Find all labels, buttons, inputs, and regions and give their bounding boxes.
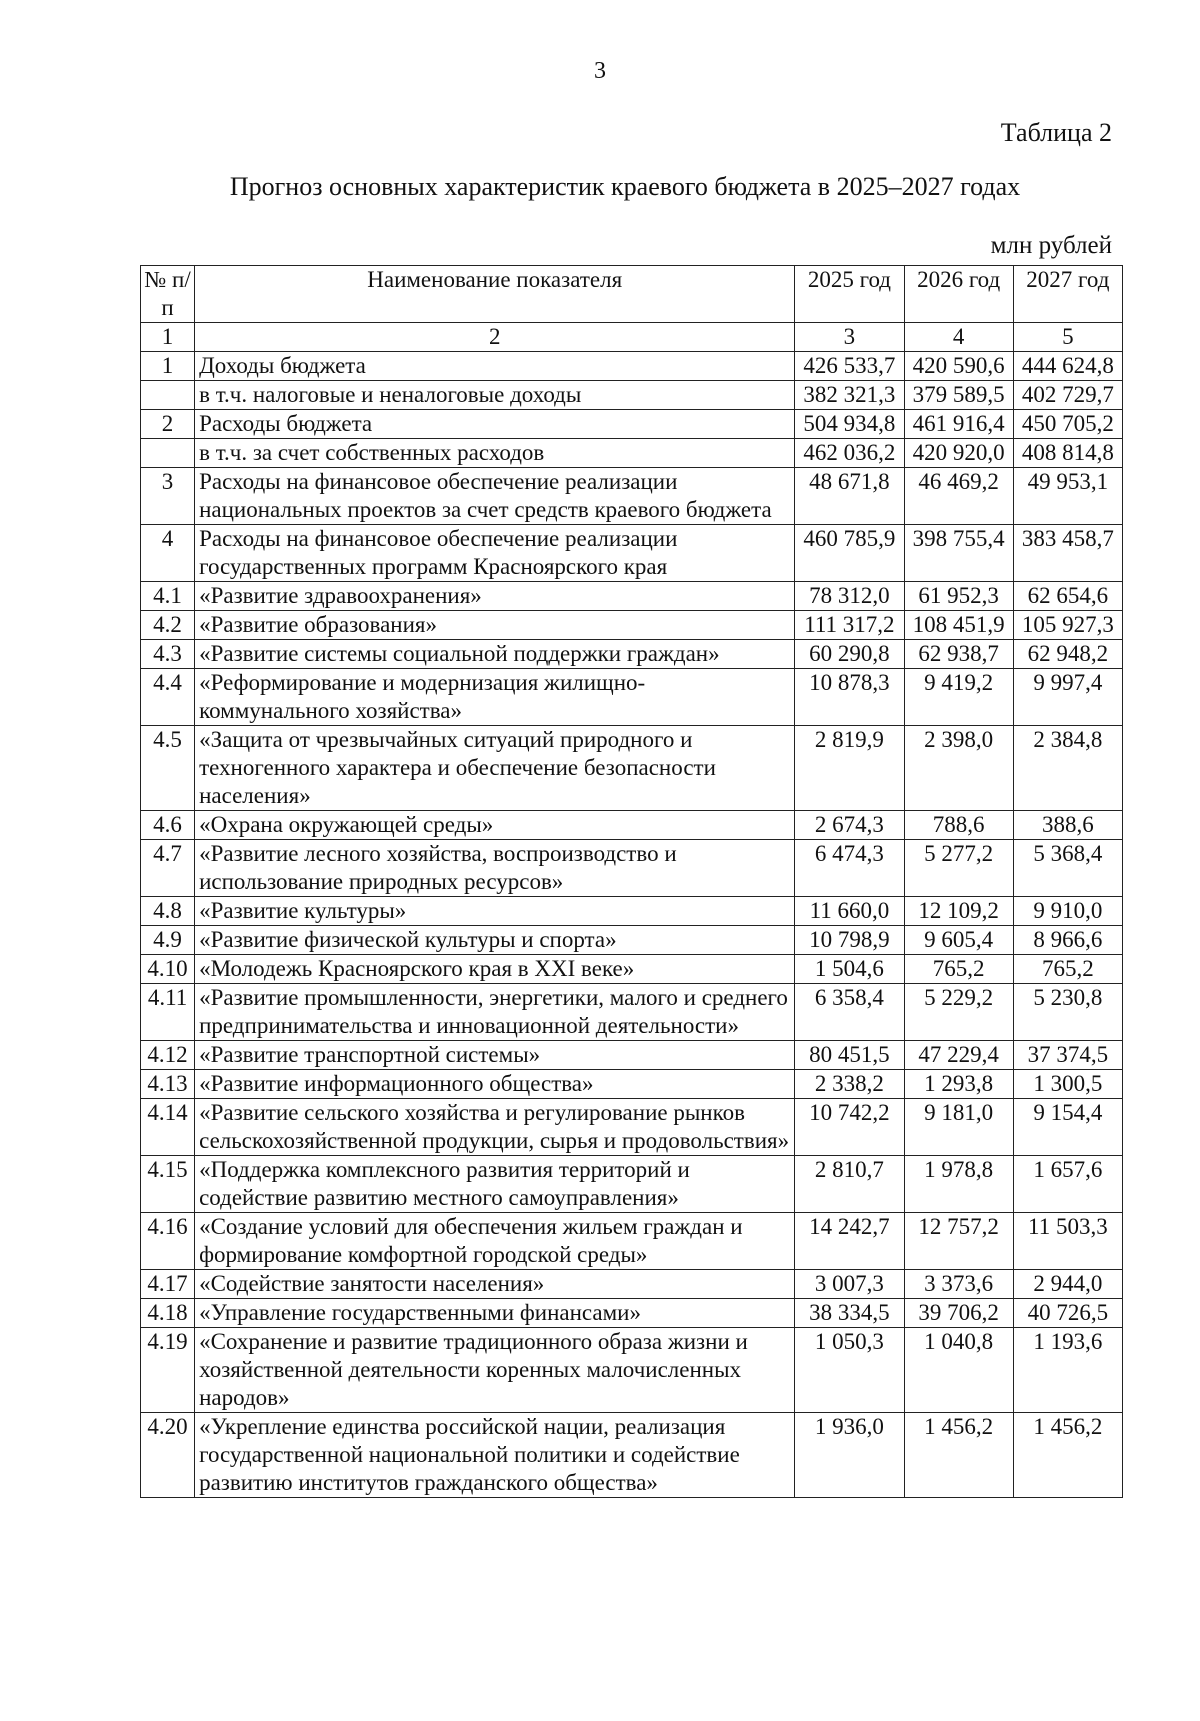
row-indicator-name: «Развитие промышленности, энергетики, малого и среднего предпринимательства и инновационной деятельности» bbox=[195, 984, 795, 1041]
page-number: 3 bbox=[594, 58, 606, 84]
row-value-2026: 461 916,4 bbox=[904, 410, 1013, 439]
row-number bbox=[141, 381, 195, 410]
row-value-2026: 420 590,6 bbox=[904, 352, 1013, 381]
budget-forecast-table bbox=[140, 265, 1123, 1498]
row-value-2025: 2 819,9 bbox=[795, 726, 904, 811]
row-number: 4.5 bbox=[141, 726, 195, 811]
row-indicator-name: в т.ч. налоговые и неналоговые доходы bbox=[195, 381, 795, 410]
row-number: 1 bbox=[141, 352, 195, 381]
row-value-2027: 1 657,6 bbox=[1013, 1156, 1122, 1213]
row-value-2025: 1 504,6 bbox=[795, 955, 904, 984]
row-indicator-name: «Развитие системы социальной поддержки граждан» bbox=[195, 640, 795, 669]
row-value-2027: 11 503,3 bbox=[1013, 1213, 1122, 1270]
row-value-2026: 47 229,4 bbox=[904, 1041, 1013, 1070]
row-value-2026: 788,6 bbox=[904, 811, 1013, 840]
row-number: 4.2 bbox=[141, 611, 195, 640]
row-number: 4.20 bbox=[141, 1413, 195, 1498]
row-indicator-name: «Укрепление единства российской нации, реализация государственной национальной политики и содействие развитию институтов гражданского общества» bbox=[195, 1413, 795, 1498]
table-row bbox=[141, 984, 1123, 1041]
row-number: 4.13 bbox=[141, 1070, 195, 1099]
row-indicator-name: «Молодежь Красноярского края в XXI веке» bbox=[195, 955, 795, 984]
row-value-2025: 14 242,7 bbox=[795, 1213, 904, 1270]
row-indicator-name: «Развитие здравоохранения» bbox=[195, 582, 795, 611]
row-value-2027: 1 300,5 bbox=[1013, 1070, 1122, 1099]
column-index-row bbox=[141, 323, 1123, 352]
row-value-2025: 2 674,3 bbox=[795, 811, 904, 840]
table-row bbox=[141, 381, 1123, 410]
table-row bbox=[141, 611, 1123, 640]
table-row bbox=[141, 640, 1123, 669]
row-number bbox=[141, 439, 195, 468]
row-value-2026: 108 451,9 bbox=[904, 611, 1013, 640]
row-number: 4.18 bbox=[141, 1299, 195, 1328]
row-value-2025: 426 533,7 bbox=[795, 352, 904, 381]
row-value-2026: 379 589,5 bbox=[904, 381, 1013, 410]
row-value-2027: 402 729,7 bbox=[1013, 381, 1122, 410]
table-row bbox=[141, 1070, 1123, 1099]
row-number: 4.14 bbox=[141, 1099, 195, 1156]
row-value-2026: 5 229,2 bbox=[904, 984, 1013, 1041]
header-2026: 2026 год bbox=[904, 266, 1013, 323]
row-value-2026: 39 706,2 bbox=[904, 1299, 1013, 1328]
row-value-2025: 462 036,2 bbox=[795, 439, 904, 468]
row-value-2025: 6 474,3 bbox=[795, 840, 904, 897]
row-value-2027: 8 966,6 bbox=[1013, 926, 1122, 955]
table-label: Таблица 2 bbox=[1000, 118, 1112, 147]
row-value-2025: 10 878,3 bbox=[795, 669, 904, 726]
row-value-2025: 48 671,8 bbox=[795, 468, 904, 525]
header-name: Наименование показателя bbox=[195, 266, 795, 323]
row-value-2025: 1 050,3 bbox=[795, 1328, 904, 1413]
row-indicator-name: «Сохранение и развитие традиционного образа жизни и хозяйственной деятельности коренных малочисленных народов» bbox=[195, 1328, 795, 1413]
row-indicator-name: «Защита от чрезвычайных ситуаций природного и техногенного характера и обеспечение безопасности населения» bbox=[195, 726, 795, 811]
row-value-2026: 12 109,2 bbox=[904, 897, 1013, 926]
row-value-2025: 1 936,0 bbox=[795, 1413, 904, 1498]
row-value-2027: 2 944,0 bbox=[1013, 1270, 1122, 1299]
row-indicator-name: «Развитие информационного общества» bbox=[195, 1070, 795, 1099]
row-value-2027: 37 374,5 bbox=[1013, 1041, 1122, 1070]
column-index: 5 bbox=[1013, 323, 1122, 352]
row-indicator-name: Расходы на финансовое обеспечение реализации государственных программ Красноярского края bbox=[195, 525, 795, 582]
table-row bbox=[141, 1299, 1123, 1328]
row-value-2025: 11 660,0 bbox=[795, 897, 904, 926]
row-number: 4.12 bbox=[141, 1041, 195, 1070]
row-value-2027: 62 948,2 bbox=[1013, 640, 1122, 669]
table-row bbox=[141, 1041, 1123, 1070]
table-row bbox=[141, 926, 1123, 955]
row-number: 4.9 bbox=[141, 926, 195, 955]
row-indicator-name: в т.ч. за счет собственных расходов bbox=[195, 439, 795, 468]
table-row bbox=[141, 1413, 1123, 1498]
row-value-2025: 382 321,3 bbox=[795, 381, 904, 410]
row-value-2025: 80 451,5 bbox=[795, 1041, 904, 1070]
row-indicator-name: «Управление государственными финансами» bbox=[195, 1299, 795, 1328]
row-value-2027: 2 384,8 bbox=[1013, 726, 1122, 811]
row-number: 4.3 bbox=[141, 640, 195, 669]
row-indicator-name: «Развитие культуры» bbox=[195, 897, 795, 926]
row-value-2025: 78 312,0 bbox=[795, 582, 904, 611]
row-value-2027: 408 814,8 bbox=[1013, 439, 1122, 468]
row-value-2027: 62 654,6 bbox=[1013, 582, 1122, 611]
row-value-2027: 105 927,3 bbox=[1013, 611, 1122, 640]
row-number: 4.1 bbox=[141, 582, 195, 611]
row-value-2026: 3 373,6 bbox=[904, 1270, 1013, 1299]
row-value-2026: 1 978,8 bbox=[904, 1156, 1013, 1213]
row-value-2027: 1 456,2 bbox=[1013, 1413, 1122, 1498]
row-number: 4 bbox=[141, 525, 195, 582]
row-number: 4.8 bbox=[141, 897, 195, 926]
header-num: № п/п bbox=[141, 266, 195, 323]
row-value-2026: 9 605,4 bbox=[904, 926, 1013, 955]
header-2027: 2027 год bbox=[1013, 266, 1122, 323]
row-number: 4.10 bbox=[141, 955, 195, 984]
table-row bbox=[141, 811, 1123, 840]
row-value-2027: 40 726,5 bbox=[1013, 1299, 1122, 1328]
row-indicator-name: Доходы бюджета bbox=[195, 352, 795, 381]
row-value-2026: 1 293,8 bbox=[904, 1070, 1013, 1099]
row-indicator-name: «Развитие физической культуры и спорта» bbox=[195, 926, 795, 955]
row-number: 4.7 bbox=[141, 840, 195, 897]
row-indicator-name: «Охрана окружающей среды» bbox=[195, 811, 795, 840]
row-value-2025: 2 810,7 bbox=[795, 1156, 904, 1213]
document-title: Прогноз основных характеристик краевого бюджета в 2025–2027 годах bbox=[229, 172, 1021, 201]
column-index: 4 bbox=[904, 323, 1013, 352]
row-value-2026: 398 755,4 bbox=[904, 525, 1013, 582]
row-value-2027: 5 368,4 bbox=[1013, 840, 1122, 897]
row-number: 4.6 bbox=[141, 811, 195, 840]
row-number: 2 bbox=[141, 410, 195, 439]
table-row bbox=[141, 726, 1123, 811]
row-indicator-name: Расходы на финансовое обеспечение реализации национальных проектов за счет средств краевого бюджета bbox=[195, 468, 795, 525]
header-2025: 2025 год bbox=[795, 266, 904, 323]
table-row bbox=[141, 1328, 1123, 1413]
row-value-2025: 460 785,9 bbox=[795, 525, 904, 582]
row-number: 4.15 bbox=[141, 1156, 195, 1213]
row-value-2025: 10 742,2 bbox=[795, 1099, 904, 1156]
table-row bbox=[141, 1156, 1123, 1213]
row-indicator-name: «Развитие транспортной системы» bbox=[195, 1041, 795, 1070]
row-value-2027: 5 230,8 bbox=[1013, 984, 1122, 1041]
row-indicator-name: «Развитие лесного хозяйства, воспроизводство и использование природных ресурсов» bbox=[195, 840, 795, 897]
table-row bbox=[141, 1213, 1123, 1270]
table-row bbox=[141, 1270, 1123, 1299]
table-row bbox=[141, 468, 1123, 525]
row-value-2026: 46 469,2 bbox=[904, 468, 1013, 525]
table-row bbox=[141, 410, 1123, 439]
row-number: 4.19 bbox=[141, 1328, 195, 1413]
row-value-2027: 9 154,4 bbox=[1013, 1099, 1122, 1156]
row-value-2026: 2 398,0 bbox=[904, 726, 1013, 811]
row-value-2026: 9 419,2 bbox=[904, 669, 1013, 726]
row-value-2027: 388,6 bbox=[1013, 811, 1122, 840]
row-value-2027: 49 953,1 bbox=[1013, 468, 1122, 525]
row-value-2025: 6 358,4 bbox=[795, 984, 904, 1041]
row-value-2025: 10 798,9 bbox=[795, 926, 904, 955]
row-indicator-name: «Реформирование и модернизация жилищно-коммунального хозяйства» bbox=[195, 669, 795, 726]
column-index: 2 bbox=[195, 323, 795, 352]
row-value-2026: 420 920,0 bbox=[904, 439, 1013, 468]
row-number: 4.16 bbox=[141, 1213, 195, 1270]
row-indicator-name: «Создание условий для обеспечения жильем граждан и формирование комфортной городской среды» bbox=[195, 1213, 795, 1270]
row-value-2026: 12 757,2 bbox=[904, 1213, 1013, 1270]
row-value-2026: 5 277,2 bbox=[904, 840, 1013, 897]
row-value-2027: 9 997,4 bbox=[1013, 669, 1122, 726]
row-value-2025: 111 317,2 bbox=[795, 611, 904, 640]
table-row bbox=[141, 955, 1123, 984]
row-value-2026: 1 456,2 bbox=[904, 1413, 1013, 1498]
row-value-2027: 1 193,6 bbox=[1013, 1328, 1122, 1413]
column-index: 1 bbox=[141, 323, 195, 352]
table-header-row bbox=[141, 266, 1123, 323]
table-row bbox=[141, 582, 1123, 611]
table-row bbox=[141, 897, 1123, 926]
row-value-2025: 60 290,8 bbox=[795, 640, 904, 669]
units-label: млн рублей bbox=[990, 232, 1112, 259]
table-row bbox=[141, 840, 1123, 897]
row-value-2027: 450 705,2 bbox=[1013, 410, 1122, 439]
row-value-2026: 9 181,0 bbox=[904, 1099, 1013, 1156]
column-index: 3 bbox=[795, 323, 904, 352]
table-row bbox=[141, 525, 1123, 582]
table-row bbox=[141, 1099, 1123, 1156]
row-value-2026: 765,2 bbox=[904, 955, 1013, 984]
row-indicator-name: Расходы бюджета bbox=[195, 410, 795, 439]
row-number: 4.17 bbox=[141, 1270, 195, 1299]
table-row bbox=[141, 352, 1123, 381]
row-indicator-name: «Содействие занятости населения» bbox=[195, 1270, 795, 1299]
row-value-2027: 444 624,8 bbox=[1013, 352, 1122, 381]
row-value-2026: 1 040,8 bbox=[904, 1328, 1013, 1413]
row-value-2026: 61 952,3 bbox=[904, 582, 1013, 611]
row-indicator-name: «Развитие сельского хозяйства и регулирование рынков сельскохозяйственной продукции, сырья и продовольствия» bbox=[195, 1099, 795, 1156]
row-value-2025: 38 334,5 bbox=[795, 1299, 904, 1328]
row-value-2025: 3 007,3 bbox=[795, 1270, 904, 1299]
row-value-2027: 383 458,7 bbox=[1013, 525, 1122, 582]
row-value-2025: 504 934,8 bbox=[795, 410, 904, 439]
row-number: 4.11 bbox=[141, 984, 195, 1041]
table-row bbox=[141, 669, 1123, 726]
table-row bbox=[141, 439, 1123, 468]
row-number: 4.4 bbox=[141, 669, 195, 726]
row-indicator-name: «Поддержка комплексного развития территорий и содействие развитию местного самоуправления» bbox=[195, 1156, 795, 1213]
row-number: 3 bbox=[141, 468, 195, 525]
row-value-2026: 62 938,7 bbox=[904, 640, 1013, 669]
row-value-2025: 2 338,2 bbox=[795, 1070, 904, 1099]
row-value-2027: 9 910,0 bbox=[1013, 897, 1122, 926]
row-indicator-name: «Развитие образования» bbox=[195, 611, 795, 640]
row-value-2027: 765,2 bbox=[1013, 955, 1122, 984]
